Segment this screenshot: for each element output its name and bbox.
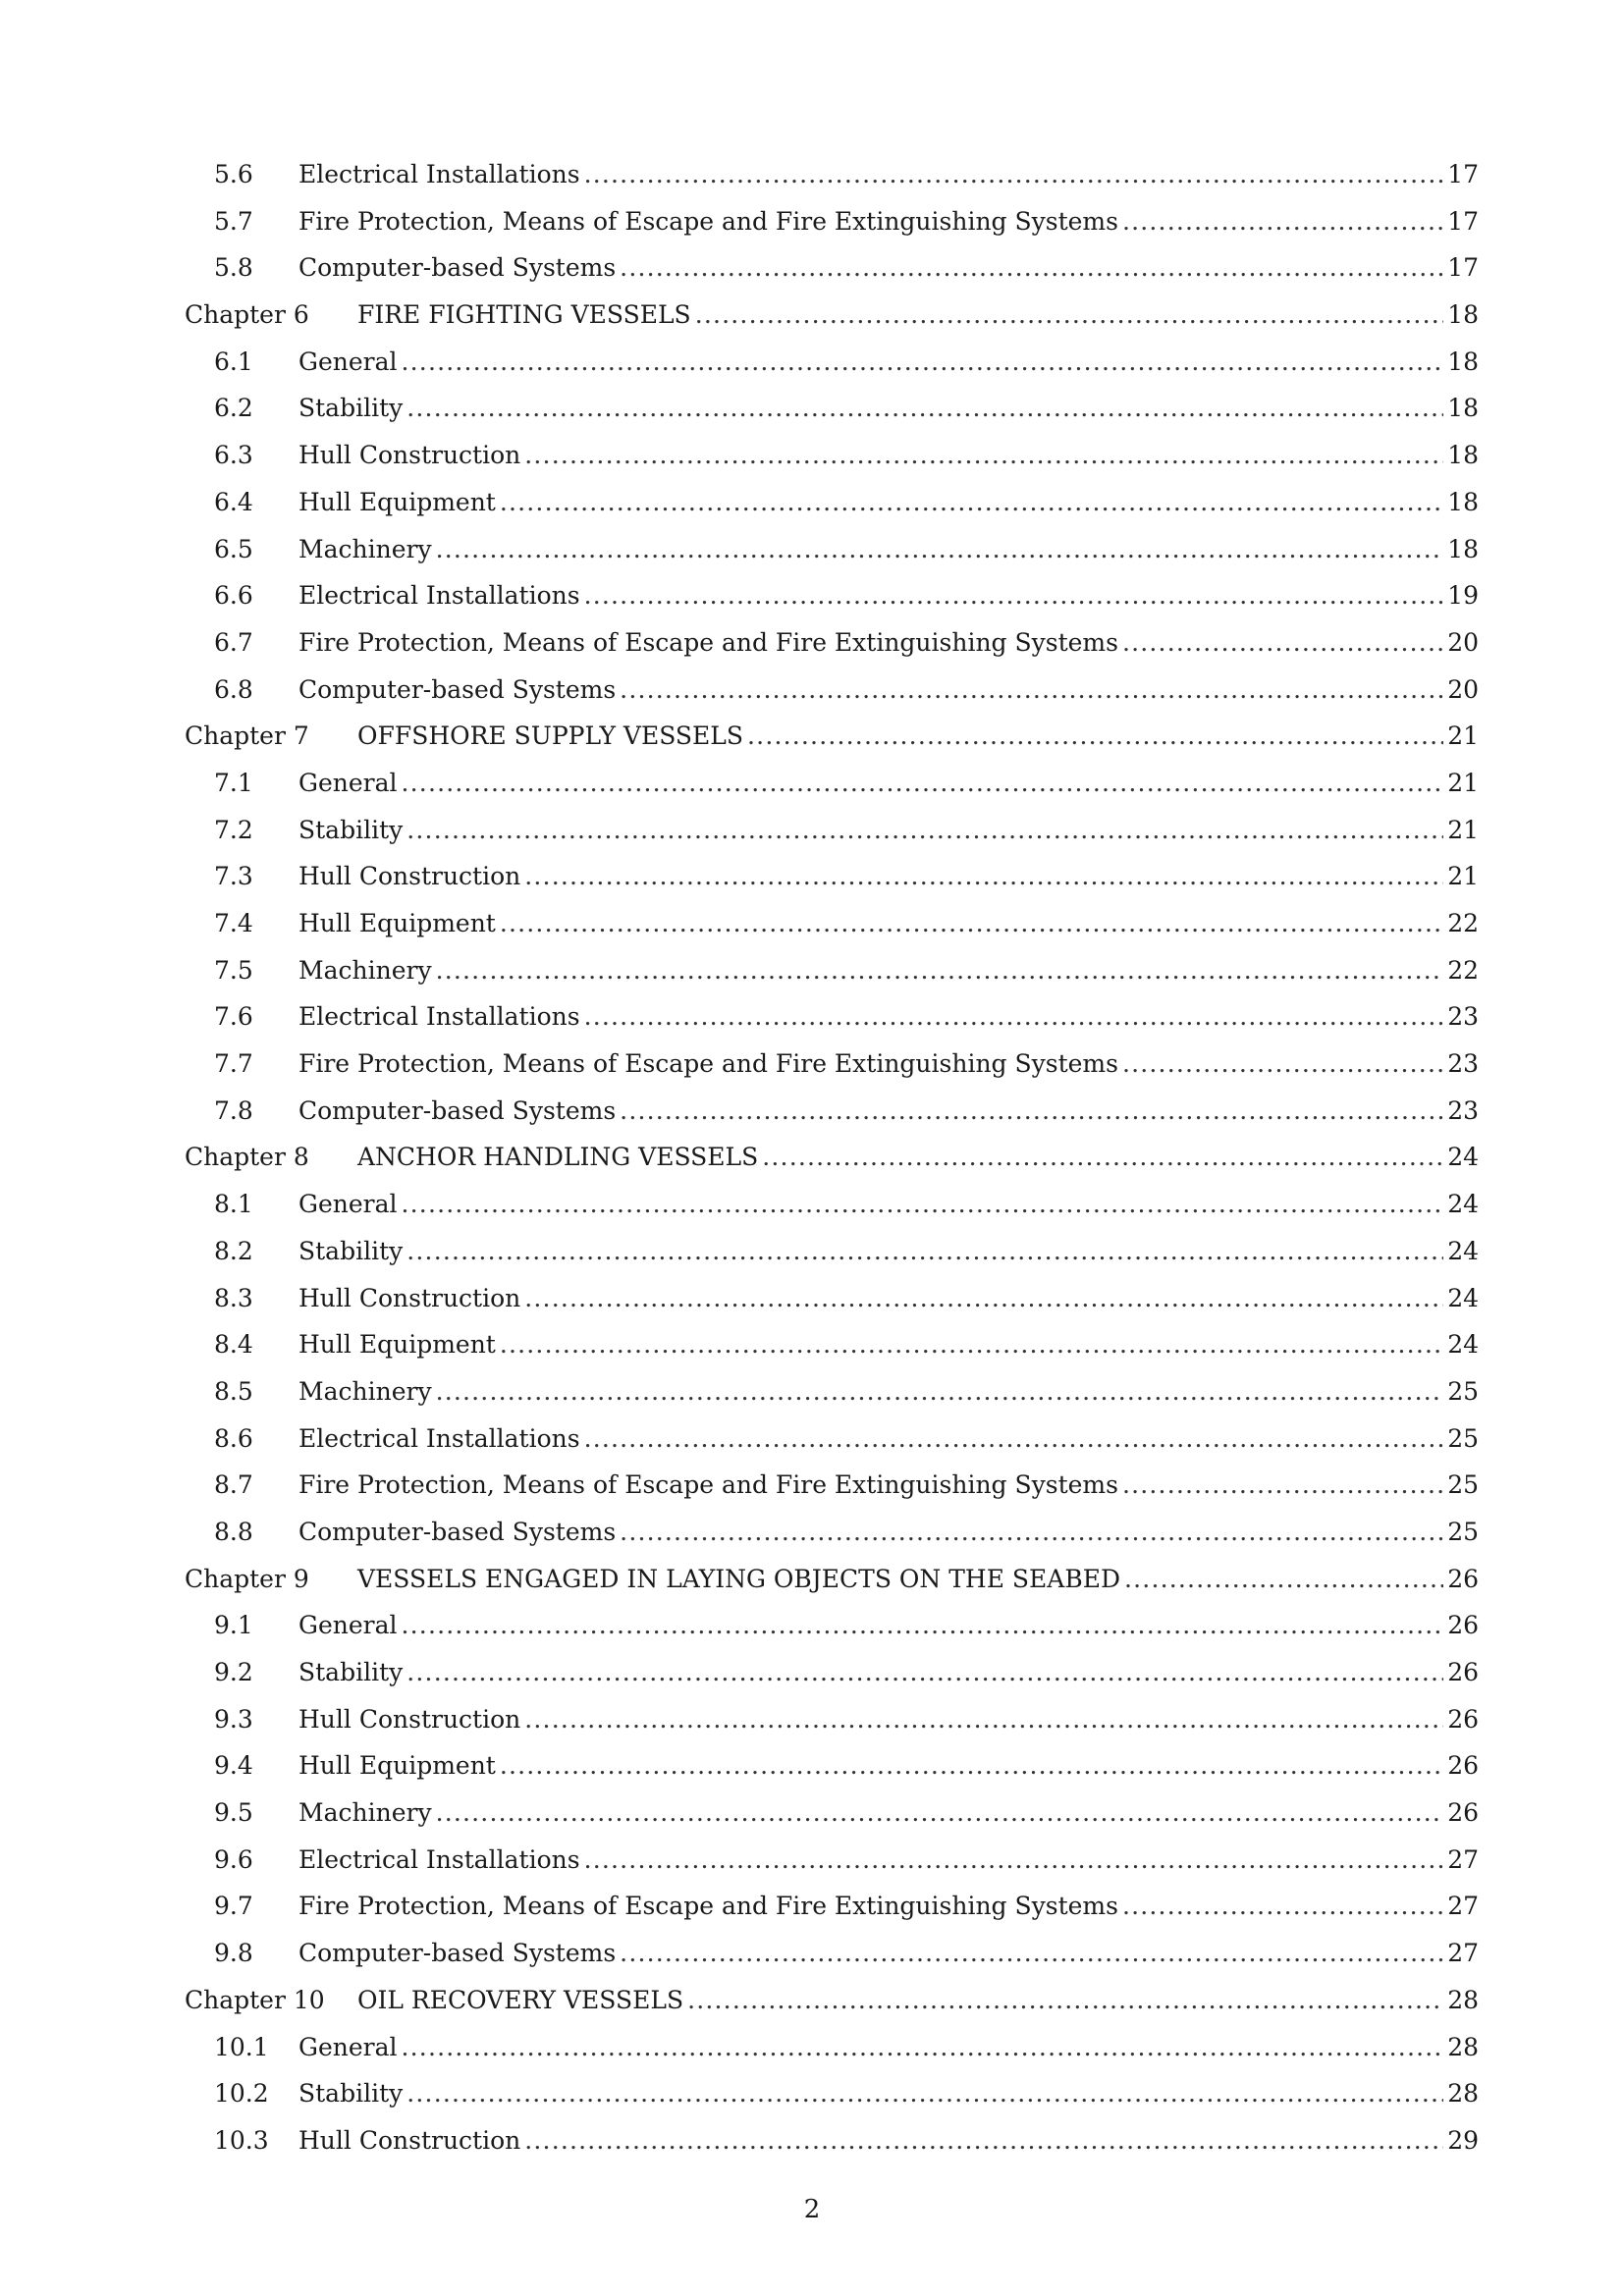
toc-entry-title: Electrical Installations: [298, 160, 580, 188]
toc-section-entry[interactable]: [185, 1930, 1479, 1977]
toc-entry-title: OFFSHORE SUPPLY VESSELS: [357, 721, 744, 751]
toc-section-entry[interactable]: [185, 807, 1479, 854]
toc-chapter-entry[interactable]: [185, 1977, 1479, 2024]
toc-entry-page: 26: [1447, 1564, 1479, 1593]
toc-entry-title: Stability: [298, 1236, 404, 1265]
toc-entry-number: 8.5: [214, 1376, 253, 1406]
toc-entry-page: 29: [1447, 2125, 1479, 2155]
toc-entry-title: Stability: [298, 394, 404, 423]
toc-entry-number: 9.5: [214, 1798, 253, 1828]
toc-entry-title: Electrical Installations: [298, 1844, 580, 1874]
toc-entry-title: Hull Construction: [298, 862, 521, 891]
toc-dot-leader: [436, 1789, 1443, 1837]
toc-entry-number: 7.7: [214, 1049, 253, 1079]
toc-entry-number: 6.1: [214, 347, 253, 376]
toc-dot-leader: [620, 667, 1443, 714]
toc-entry-page: 18: [1447, 347, 1479, 376]
toc-entry-title: Computer-based Systems: [298, 1095, 617, 1125]
toc-dot-leader: [402, 2024, 1443, 2071]
toc-dot-leader: [1122, 1462, 1443, 1509]
toc-dot-leader: [524, 432, 1443, 479]
toc-dot-leader: [524, 2117, 1443, 2164]
toc-entry-number: 10.1: [214, 2032, 269, 2061]
toc-chapter-entry[interactable]: [185, 292, 1479, 339]
toc-section-entry[interactable]: [185, 526, 1479, 573]
toc-section-entry[interactable]: [185, 1837, 1479, 1884]
toc-entry-number: 8.1: [214, 1190, 253, 1219]
toc-entry-number: 8.3: [214, 1283, 253, 1312]
toc-entry-number: 8.8: [214, 1517, 253, 1546]
toc-entry-title: Stability: [298, 1658, 404, 1686]
toc-entry-number: Chapter 8: [185, 1143, 309, 1172]
toc-entry-title: Computer-based Systems: [298, 1939, 617, 1968]
toc-section-entry[interactable]: [185, 479, 1479, 526]
toc-entry-title: Hull Equipment: [298, 909, 496, 937]
toc-section-entry[interactable]: [185, 1041, 1479, 1088]
toc-section-entry[interactable]: [185, 1321, 1479, 1368]
toc-section-entry[interactable]: [185, 1368, 1479, 1415]
toc-entry-number: Chapter 7: [185, 721, 309, 751]
toc-section-entry[interactable]: [185, 244, 1479, 292]
toc-entry-number: 6.3: [214, 441, 253, 470]
toc-dot-leader: [695, 292, 1443, 339]
toc-entry-number: 6.4: [214, 487, 253, 516]
toc-dot-leader: [436, 1368, 1443, 1415]
toc-entry-page: 19: [1447, 581, 1479, 611]
toc-entry-number: 10.2: [214, 2079, 269, 2109]
toc-dot-leader: [584, 151, 1443, 198]
toc-entry-page: 24: [1447, 1236, 1479, 1265]
toc-entry-page: 22: [1447, 955, 1479, 985]
toc-dot-leader: [406, 2070, 1443, 2117]
toc-section-entry[interactable]: [185, 572, 1479, 619]
toc-entry-page: 21: [1447, 768, 1479, 797]
toc-entry-page: 26: [1447, 1658, 1479, 1686]
toc-entry-title: Computer-based Systems: [298, 1517, 617, 1546]
toc-entry-number: 9.1: [214, 1611, 253, 1640]
toc-section-entry[interactable]: [185, 1415, 1479, 1463]
toc-entry-number: 7.2: [214, 815, 253, 844]
toc-entry-title: Fire Protection, Means of Escape and Fire Extinguishing Systems: [298, 1049, 1118, 1079]
toc-entry-page: 25: [1447, 1376, 1479, 1406]
toc-entry-page: 20: [1447, 674, 1479, 704]
toc-entry-title: Electrical Installations: [298, 1002, 580, 1032]
toc-entry-number: 8.4: [214, 1330, 253, 1360]
toc-entry-page: 24: [1447, 1143, 1479, 1172]
toc-entry-page: 26: [1447, 1751, 1479, 1781]
toc-entry-page: 18: [1447, 441, 1479, 470]
page-number: 2: [803, 2195, 821, 2224]
toc-entry-page: 21: [1447, 815, 1479, 844]
toc-entry-title: General: [298, 2032, 398, 2061]
toc-dot-leader: [687, 1977, 1443, 2024]
toc-entry-number: Chapter 10: [185, 1985, 325, 2014]
toc-entry-title: General: [298, 768, 398, 797]
toc-entry-number: 6.6: [214, 581, 253, 611]
toc-dot-leader: [1124, 1556, 1443, 1603]
toc-entry-title: Hull Construction: [298, 441, 521, 470]
toc-entry-number: 8.2: [214, 1236, 253, 1265]
table-of-contents: [185, 151, 1479, 2164]
toc-dot-leader: [524, 853, 1443, 900]
toc-entry-title: ANCHOR HANDLING VESSELS: [357, 1143, 759, 1172]
toc-entry-title: Computer-based Systems: [298, 674, 617, 704]
toc-section-entry[interactable]: [185, 619, 1479, 667]
toc-entry-title: Fire Protection, Means of Escape and Fire Extinguishing Systems: [298, 206, 1118, 236]
toc-entry-page: 28: [1447, 2032, 1479, 2061]
toc-entry-title: Hull Equipment: [298, 1330, 496, 1360]
toc-section-entry[interactable]: [185, 1509, 1479, 1556]
toc-entry-page: 17: [1447, 160, 1479, 188]
toc-section-entry[interactable]: [185, 1742, 1479, 1789]
toc-entry-title: OIL RECOVERY VESSELS: [357, 1985, 684, 2014]
toc-dot-leader: [500, 1742, 1443, 1789]
toc-section-entry[interactable]: [185, 198, 1479, 245]
toc-dot-leader: [436, 947, 1443, 994]
toc-dot-leader: [620, 1930, 1443, 1977]
toc-section-entry[interactable]: [185, 1696, 1479, 1743]
toc-dot-leader: [500, 900, 1443, 947]
toc-entry-number: 5.6: [214, 160, 253, 188]
toc-entry-title: Machinery: [298, 955, 432, 985]
toc-entry-page: 27: [1447, 1892, 1479, 1921]
toc-section-entry[interactable]: [185, 2070, 1479, 2117]
toc-dot-leader: [406, 385, 1443, 432]
toc-entry-page: 17: [1447, 253, 1479, 283]
toc-entry-number: 9.3: [214, 1704, 253, 1734]
toc-section-entry[interactable]: [185, 385, 1479, 432]
toc-dot-leader: [402, 760, 1443, 807]
toc-entry-page: 27: [1447, 1939, 1479, 1968]
toc-section-entry[interactable]: [185, 760, 1479, 807]
toc-dot-leader: [1122, 1041, 1443, 1088]
toc-dot-leader: [584, 1837, 1443, 1884]
toc-entry-title: Stability: [298, 815, 404, 844]
toc-entry-page: 28: [1447, 2079, 1479, 2109]
toc-section-entry[interactable]: [185, 667, 1479, 714]
toc-section-entry[interactable]: [185, 2117, 1479, 2164]
toc-chapter-entry[interactable]: [185, 1134, 1479, 1181]
toc-entry-number: 9.4: [214, 1751, 253, 1781]
toc-entry-page: 18: [1447, 487, 1479, 516]
toc-entry-page: 26: [1447, 1798, 1479, 1828]
toc-entry-page: 23: [1447, 1095, 1479, 1125]
toc-section-entry[interactable]: [185, 900, 1479, 947]
toc-entry-number: 6.2: [214, 394, 253, 423]
toc-entry-number: 7.6: [214, 1002, 253, 1032]
toc-entry-page: 26: [1447, 1611, 1479, 1640]
toc-entry-number: 9.2: [214, 1658, 253, 1686]
toc-dot-leader: [402, 339, 1443, 386]
toc-entry-number: 8.7: [214, 1470, 253, 1500]
toc-entry-title: Fire Protection, Means of Escape and Fire Extinguishing Systems: [298, 1470, 1118, 1500]
toc-section-entry[interactable]: [185, 1228, 1479, 1275]
toc-entry-title: General: [298, 1190, 398, 1219]
toc-entry-number: 9.6: [214, 1844, 253, 1874]
toc-entry-number: 7.3: [214, 862, 253, 891]
toc-entry-page: 27: [1447, 1844, 1479, 1874]
toc-entry-title: Hull Equipment: [298, 487, 496, 516]
toc-entry-number: 5.8: [214, 253, 253, 283]
toc-entry-title: Electrical Installations: [298, 1423, 580, 1453]
toc-entry-title: General: [298, 1611, 398, 1640]
toc-entry-title: General: [298, 347, 398, 376]
toc-section-entry[interactable]: [185, 151, 1479, 198]
toc-dot-leader: [1122, 619, 1443, 667]
toc-dot-leader: [620, 244, 1443, 292]
toc-section-entry[interactable]: [185, 1088, 1479, 1135]
toc-entry-page: 24: [1447, 1283, 1479, 1312]
toc-entry-page: 18: [1447, 300, 1479, 330]
toc-section-entry[interactable]: [185, 1602, 1479, 1649]
toc-entry-number: Chapter 9: [185, 1564, 309, 1593]
toc-entry-number: 7.1: [214, 768, 253, 797]
toc-section-entry[interactable]: [185, 947, 1479, 994]
toc-dot-leader: [406, 807, 1443, 854]
toc-entry-number: Chapter 6: [185, 300, 309, 330]
toc-entry-number: 5.7: [214, 206, 253, 236]
toc-section-entry[interactable]: [185, 1181, 1479, 1228]
toc-dot-leader: [584, 1415, 1443, 1463]
toc-section-entry[interactable]: [185, 1275, 1479, 1322]
toc-entry-title: Fire Protection, Means of Escape and Fire Extinguishing Systems: [298, 627, 1118, 657]
toc-entry-number: 6.5: [214, 534, 253, 563]
toc-entry-number: 6.7: [214, 627, 253, 657]
toc-entry-number: 8.6: [214, 1423, 253, 1453]
toc-entry-page: 28: [1447, 1985, 1479, 2014]
toc-entry-title: VESSELS ENGAGED IN LAYING OBJECTS ON THE SEABED: [357, 1564, 1121, 1593]
toc-entry-title: Hull Construction: [298, 1283, 521, 1312]
toc-entry-page: 21: [1447, 862, 1479, 891]
toc-entry-page: 24: [1447, 1190, 1479, 1219]
toc-section-entry[interactable]: [185, 853, 1479, 900]
toc-entry-page: 25: [1447, 1517, 1479, 1546]
toc-section-entry[interactable]: [185, 432, 1479, 479]
toc-entry-number: 9.7: [214, 1892, 253, 1921]
toc-chapter-entry[interactable]: [185, 713, 1479, 760]
toc-entry-number: 6.8: [214, 674, 253, 704]
toc-dot-leader: [584, 993, 1443, 1041]
toc-dot-leader: [584, 572, 1443, 619]
toc-section-entry[interactable]: [185, 2024, 1479, 2071]
toc-entry-title: Machinery: [298, 1798, 432, 1828]
toc-entry-number: 7.4: [214, 909, 253, 937]
toc-entry-title: Fire Protection, Means of Escape and Fire Extinguishing Systems: [298, 1892, 1118, 1921]
toc-entry-page: 24: [1447, 1330, 1479, 1360]
toc-entry-page: 20: [1447, 627, 1479, 657]
toc-chapter-entry[interactable]: [185, 1556, 1479, 1603]
toc-entry-title: Hull Construction: [298, 1704, 521, 1734]
toc-dot-leader: [524, 1696, 1443, 1743]
toc-entry-page: 22: [1447, 909, 1479, 937]
toc-dot-leader: [500, 1321, 1443, 1368]
toc-entry-title: Computer-based Systems: [298, 253, 617, 283]
toc-section-entry[interactable]: [185, 1883, 1479, 1930]
toc-dot-leader: [402, 1602, 1443, 1649]
toc-entry-page: 26: [1447, 1704, 1479, 1734]
toc-entry-number: 7.8: [214, 1095, 253, 1125]
toc-entry-page: 25: [1447, 1423, 1479, 1453]
toc-entry-page: 18: [1447, 394, 1479, 423]
toc-entry-title: Machinery: [298, 534, 432, 563]
toc-entry-page: 23: [1447, 1049, 1479, 1079]
toc-dot-leader: [620, 1088, 1443, 1135]
toc-entry-title: FIRE FIGHTING VESSELS: [357, 300, 691, 330]
toc-entry-title: Electrical Installations: [298, 581, 580, 611]
toc-dot-leader: [406, 1228, 1443, 1275]
toc-entry-page: 17: [1447, 206, 1479, 236]
toc-dot-leader: [762, 1134, 1443, 1181]
toc-entry-page: 25: [1447, 1470, 1479, 1500]
toc-dot-leader: [524, 1275, 1443, 1322]
toc-entry-title: Stability: [298, 2079, 404, 2109]
toc-dot-leader: [1122, 1883, 1443, 1930]
toc-dot-leader: [436, 526, 1443, 573]
toc-entry-title: Hull Construction: [298, 2125, 521, 2155]
toc-section-entry[interactable]: [185, 1649, 1479, 1696]
toc-dot-leader: [406, 1649, 1443, 1696]
toc-section-entry[interactable]: [185, 993, 1479, 1041]
toc-dot-leader: [747, 713, 1443, 760]
toc-entry-number: 9.8: [214, 1939, 253, 1968]
toc-entry-number: 10.3: [214, 2125, 269, 2155]
toc-dot-leader: [402, 1181, 1443, 1228]
toc-dot-leader: [500, 479, 1443, 526]
toc-entry-title: Machinery: [298, 1376, 432, 1406]
toc-entry-page: 21: [1447, 721, 1479, 751]
toc-section-entry[interactable]: [185, 1789, 1479, 1837]
toc-dot-leader: [620, 1509, 1443, 1556]
toc-entry-page: 18: [1447, 534, 1479, 563]
toc-section-entry[interactable]: [185, 1462, 1479, 1509]
toc-entry-number: 7.5: [214, 955, 253, 985]
toc-dot-leader: [1122, 198, 1443, 245]
toc-entry-title: Hull Equipment: [298, 1751, 496, 1781]
toc-section-entry[interactable]: [185, 339, 1479, 386]
toc-entry-page: 23: [1447, 1002, 1479, 1032]
